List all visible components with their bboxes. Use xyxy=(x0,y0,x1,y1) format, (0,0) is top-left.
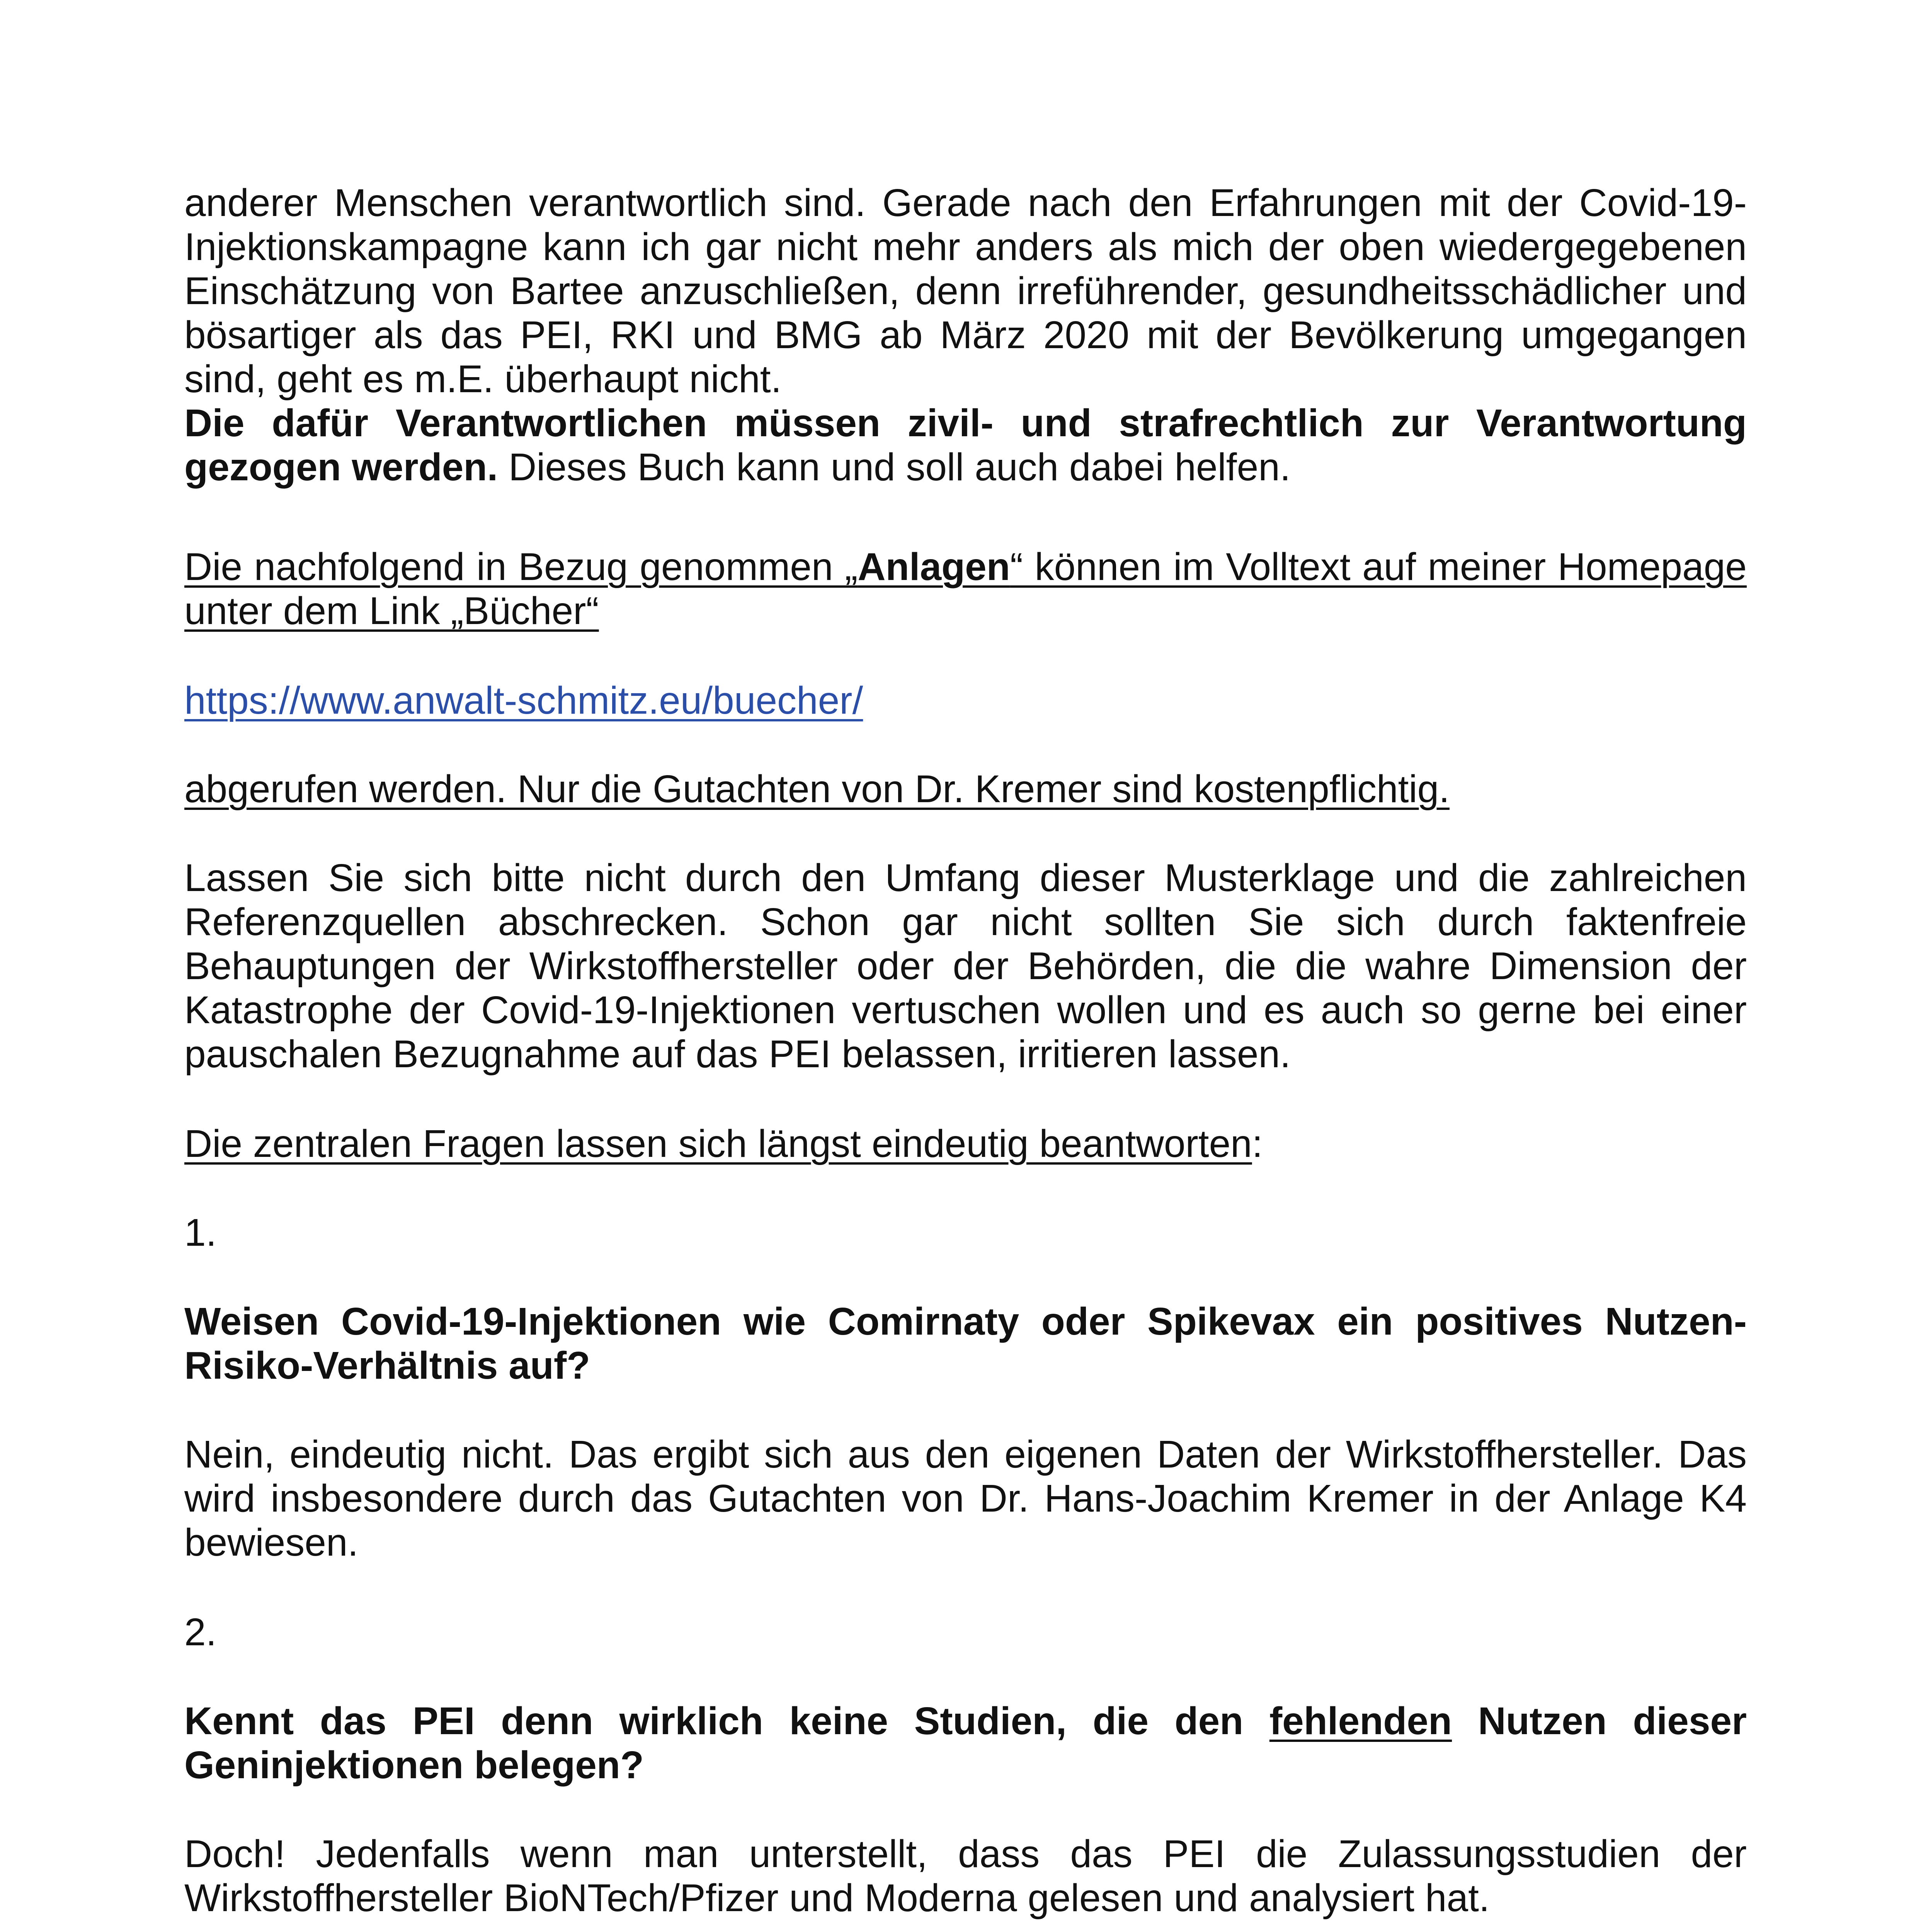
accountability-statement: Die dafür Verantwortlichen müssen zivil- und strafrechtlich zur Verantwortung gezogen werden. xyxy=(184,401,1747,489)
question-1-number-text: 1. xyxy=(184,1211,217,1254)
question-1-text: Weisen Covid-19-Injektionen wie Comirnaty oder Spikevax ein positives Nutzen-Risiko-Verhältnis auf? xyxy=(184,1300,1747,1387)
question-2-number xyxy=(184,1610,1747,1654)
abgerufen-text: abgerufen werden. Nur die Gutachten von Dr. Kremer sind kostenpflichtig. xyxy=(184,767,1450,811)
answer-2-text: Doch! Jedenfalls wenn man unterstellt, dass das PEI die Zulassungsstudien der Wirkstoffhersteller BioNTech/Pfizer und Moderna gelesen und analysiert hat. xyxy=(184,1832,1747,1920)
anlagen-notice-before: Die nachfolgend in Bezug genommen „ xyxy=(184,545,858,588)
question-2-underlined: fehlenden xyxy=(1269,1699,1452,1743)
answer-1 xyxy=(184,1432,1747,1565)
lassen-text: Lassen Sie sich bitte nicht durch den Umfang dieser Musterklage und die zahlreichen Referenzquellen abschrecken. Schon gar nicht sollten Sie sich durch faktenfreie Behauptungen der Wirkstoffhersteller oder der Behörden, die die wahre Dimension der Katastrophe der Covid-19-Injektionen vertuschen wollen und es auch so gerne bei einer pauschalen Bezugnahme auf das PEI belassen, irritieren lassen. xyxy=(184,856,1747,1076)
lassen-paragraph xyxy=(184,856,1747,1076)
answer-1-text: Nein, eindeutig nicht. Das ergibt sich aus den eigenen Daten der Wirkstoffhersteller. Das wird insbesondere durch das Gutachten von Dr. Hans-Joachim Kremer in der Anlage K4 bewiesen. xyxy=(184,1433,1747,1564)
zentral-underlined: Die zentralen Fragen lassen sich längst eindeutig beantworten xyxy=(184,1122,1252,1165)
question-1 xyxy=(184,1299,1747,1388)
zentral-colon: : xyxy=(1252,1122,1263,1165)
homepage-link-line xyxy=(184,679,1747,723)
abgerufen-line xyxy=(184,767,1747,811)
intro-text: anderer Menschen verantwortlich sind. Gerade nach den Erfahrungen mit der Covid-19-Injektionskampagne kann ich gar nicht mehr anders als mich der oben wiedergegebenen Einschätzung von Bartee anzuschließen, denn irreführender, gesundheitsschädlicher und bösartiger als das PEI, RKI und BMG ab März 2020 mit der Bevölkerung umgegangen sind, geht es m.E. überhaupt nicht. xyxy=(184,181,1747,401)
anlagen-notice-after: “ können im Volltext auf meiner Homepage unter dem Link „Bücher“ xyxy=(184,545,1747,633)
homepage-link[interactable]: https://www.anwalt-schmitz.eu/buecher/ xyxy=(184,679,863,722)
intro-paragraph xyxy=(184,181,1747,489)
question-1-number xyxy=(184,1211,1747,1255)
anlagen-notice-bold: Anlagen xyxy=(858,545,1010,588)
question-2-number-text: 2. xyxy=(184,1611,217,1654)
question-2 xyxy=(184,1699,1747,1787)
question-2-after: Nutzen dieser Geninjektionen belegen? xyxy=(184,1699,1747,1787)
question-2-before: Kennt das PEI denn wirklich keine Studien, die den xyxy=(184,1699,1269,1743)
anlagen-notice xyxy=(184,545,1747,633)
answer-2 xyxy=(184,1832,1747,1920)
zentral-line xyxy=(184,1122,1747,1166)
book-purpose-text: Dieses Buch kann und soll auch dabei helfen. xyxy=(498,446,1291,489)
